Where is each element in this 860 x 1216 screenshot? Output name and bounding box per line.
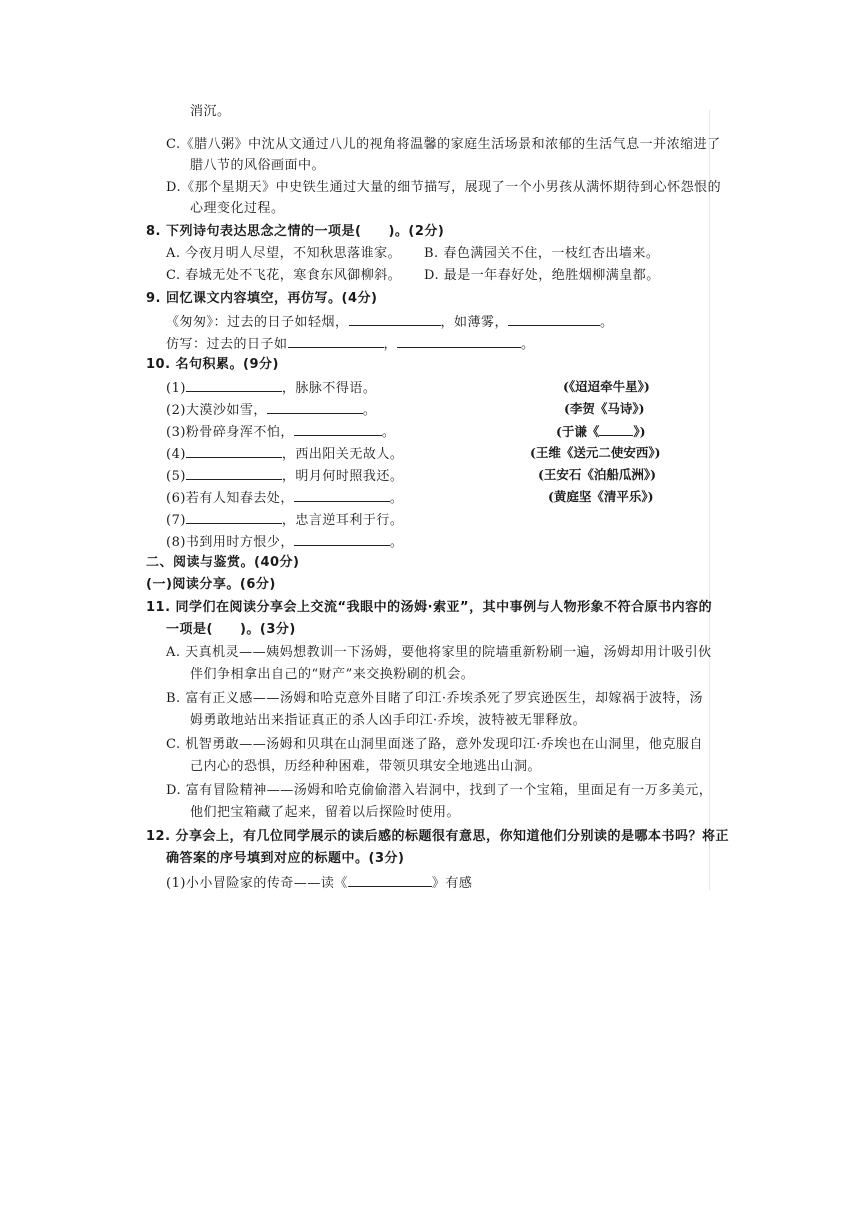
q9-blank-1[interactable] bbox=[349, 313, 441, 326]
q10-blank-3b[interactable] bbox=[599, 423, 633, 436]
q10-source-1: (《迢迢牵牛星》) bbox=[563, 379, 650, 394]
q11-option-a-line2: 伴们争相拿出自己的“财产”来交换粉刷的机会。 bbox=[190, 667, 475, 682]
q11-option-d-line1: D. 富有冒险精神——汤姆和哈克偷偷潜入岩洞中，找到了一个宝箱，里面足有一万多美元， bbox=[166, 783, 713, 798]
q10-item-8-text: (8)书到用时方恨少， bbox=[166, 535, 294, 550]
q10-source-3-author: (于谦《 bbox=[556, 424, 600, 439]
q10-blank-2[interactable] bbox=[267, 401, 363, 414]
q10-item-5-number: (5) bbox=[166, 469, 186, 484]
q9-line1-mid: ，如薄雾， bbox=[440, 315, 509, 330]
q9-line2-end: 。 bbox=[521, 337, 535, 352]
q10-item-6-text: (6)若有人知春去处， bbox=[166, 491, 294, 506]
q9-line2-mid: ， bbox=[383, 337, 398, 352]
q9-blank-4[interactable] bbox=[397, 335, 521, 348]
q10-item-3-text: (3)粉骨碎身浑不怕， bbox=[166, 425, 294, 440]
q10-item-8-end: 。 bbox=[389, 535, 404, 550]
q8-option-a: A. 今夜月明人尽望，不知秋思落谁家。 bbox=[166, 246, 402, 261]
q7-option-c-line2: 腊八节的风俗画面中。 bbox=[190, 158, 326, 173]
q11-option-c-line2: 己内心的恐惧，历经种种困难，带领贝琪安全地逃出山洞。 bbox=[190, 759, 542, 774]
q10-item-1-text: ，脉脉不得语。 bbox=[281, 381, 377, 396]
q10-item-5-text: ，明月何时照我还。 bbox=[281, 469, 404, 484]
q8-option-d: D. 最是一年春好处，绝胜烟柳满皇都。 bbox=[424, 268, 660, 283]
q11-stem-line1: 11. 同学们在阅读分享会上交流“我眼中的汤姆·索亚”，其中事例与人物形象不符合原书内容的 bbox=[146, 600, 713, 615]
q7-a-tail: 消沉。 bbox=[190, 104, 231, 119]
q11-option-c-line1: C. 机智勇敢——汤姆和贝琪在山洞里面迷了路，意外发现印江·乔埃也在山洞里，他克服自 bbox=[166, 737, 703, 752]
q9-line1 bbox=[166, 313, 614, 331]
q9-line1-end: 。 bbox=[600, 315, 614, 330]
q7-option-d-line1: D.《那个星期天》中史铁生通过大量的细节描写，展现了一个小男孩从满怀期待到心怀怨恨的 bbox=[166, 180, 722, 195]
q10-item-4 bbox=[166, 445, 403, 463]
q10-blank-3[interactable] bbox=[294, 423, 382, 436]
section-2-heading: 二、阅读与鉴赏。(40分) bbox=[146, 555, 300, 570]
q10-source-6: (黄庭坚《清平乐》) bbox=[548, 489, 654, 504]
q10-item-6 bbox=[166, 489, 403, 507]
q12-stem-line2: 确答案的序号填到对应的标题中。(3分) bbox=[166, 851, 405, 866]
q12-item-1-end: 》有感 bbox=[431, 876, 473, 891]
subsection-1-heading: (一)阅读分享。(6分) bbox=[146, 577, 276, 592]
q10-source-4: (王维《送元二使安西》) bbox=[530, 445, 661, 460]
q10-item-2-end: 。 bbox=[362, 403, 377, 418]
q10-source-3 bbox=[556, 423, 646, 440]
q10-blank-7[interactable] bbox=[186, 511, 282, 524]
q10-item-1 bbox=[166, 379, 376, 397]
q10-item-4-text: ，西出阳关无故人。 bbox=[281, 447, 404, 462]
q10-item-3 bbox=[166, 423, 395, 441]
q10-item-7-text: ，忠言逆耳利于行。 bbox=[281, 513, 404, 528]
q10-blank-5[interactable] bbox=[186, 467, 282, 480]
q10-source-5: (王安石《泊船瓜洲》) bbox=[538, 467, 657, 482]
q10-item-7 bbox=[166, 511, 403, 529]
q11-option-a-line1: A. 天真机灵——姨妈想教训一下汤姆，要他将家里的院墙重新粉刷一遍，汤姆却用计吸引伙 bbox=[166, 645, 712, 660]
q10-item-2-text: (2)大漠沙如雪， bbox=[166, 403, 267, 418]
q12-item-1-text: (1)小小冒险家的传奇——读《 bbox=[166, 876, 348, 891]
q11-option-b-line2: 姆勇敢地站出来指证真正的杀人凶手印江·乔埃，波特被无罪释放。 bbox=[190, 713, 587, 728]
q12-stem-line1: 12. 分享会上，有几位同学展示的读后感的标题很有意思，你知道他们分别读的是哪本书吗？将正 bbox=[146, 829, 730, 844]
q10-blank-8[interactable] bbox=[294, 533, 390, 546]
q9-line2 bbox=[166, 335, 535, 353]
q10-item-3-end: 。 bbox=[381, 425, 396, 440]
q7-option-c-line1: C.《腊八粥》中沈从文通过八儿的视角将温馨的家庭生活场景和浓郁的生活气息一并浓缩进了 bbox=[166, 137, 721, 152]
q10-item-7-number: (7) bbox=[166, 513, 186, 528]
q7-option-d-line2: 心理变化过程。 bbox=[190, 201, 285, 216]
q10-item-8 bbox=[166, 533, 403, 551]
q12-blank-1[interactable] bbox=[348, 874, 432, 887]
q10-item-1-number: (1) bbox=[166, 381, 186, 396]
q9-blank-3[interactable] bbox=[288, 335, 384, 348]
q10-item-4-number: (4) bbox=[166, 447, 186, 462]
q8-option-b: B. 春色满园关不住，一枝红杏出墙来。 bbox=[424, 246, 660, 261]
scan-edge bbox=[709, 110, 710, 890]
q10-source-2: (李贺《马诗》) bbox=[564, 401, 645, 416]
q8-option-c: C. 春城无处不飞花，寒食东风御柳斜。 bbox=[166, 268, 402, 283]
q9-blank-2[interactable] bbox=[508, 313, 600, 326]
q9-stem: 9. 回忆课文内容填空，再仿写。(4分) bbox=[146, 291, 378, 306]
q10-blank-1[interactable] bbox=[186, 379, 282, 392]
q11-option-b-line1: B. 富有正义感——汤姆和哈克意外目睹了印江·乔埃杀死了罗宾逊医生，却嫁祸于波特，汤 bbox=[166, 691, 703, 706]
q10-stem: 10. 名句积累。(9分) bbox=[146, 357, 279, 372]
q10-blank-4[interactable] bbox=[186, 445, 282, 458]
q8-stem: 8. 下列诗句表达思念之情的一项是( )。(2分) bbox=[146, 224, 445, 239]
q9-line1-prefix: 《匆匆》：过去的日子如轻烟， bbox=[166, 315, 349, 330]
q10-item-6-end: 。 bbox=[389, 491, 404, 506]
q10-item-2 bbox=[166, 401, 376, 419]
q9-line2-prefix: 仿写：过去的日子如 bbox=[166, 337, 288, 352]
q12-item-1 bbox=[166, 874, 472, 892]
q10-item-5 bbox=[166, 467, 403, 485]
q11-option-d-line2: 他们把宝箱藏了起来，留着以后探险时使用。 bbox=[190, 805, 461, 820]
q10-blank-6[interactable] bbox=[294, 489, 390, 502]
q10-source-3-end: 》) bbox=[633, 424, 646, 439]
q11-stem-line2: 一项是( )。(3分) bbox=[166, 622, 296, 637]
